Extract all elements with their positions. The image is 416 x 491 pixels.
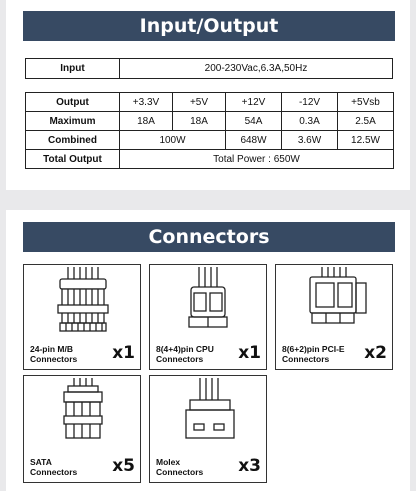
connector-name: Molex Connectors xyxy=(156,457,204,477)
connector-qty: x5 xyxy=(112,456,135,476)
connector-name: SATA Connectors xyxy=(30,457,78,477)
connector-name: 8(6+2)pin PCI-E Connectors xyxy=(282,344,345,364)
input-value: 200-230Vac,6.3A,50Hz xyxy=(120,59,393,79)
table-cell: 100W xyxy=(120,131,226,150)
sata-icon xyxy=(24,376,142,448)
connector-name: 24-pin M/B Connectors xyxy=(30,344,78,364)
connector-qty: x1 xyxy=(238,343,261,363)
table-row xyxy=(26,59,393,79)
io-panel xyxy=(6,0,410,190)
row-label-combined: Combined xyxy=(26,131,120,150)
header-cell: +3.3V xyxy=(120,93,173,112)
table-cell: 18A xyxy=(173,112,226,131)
row-label-total: Total Output xyxy=(26,150,120,169)
atx-24pin-icon xyxy=(24,265,142,335)
connector-qty: x2 xyxy=(364,343,387,363)
cpu-8pin-icon xyxy=(150,265,268,335)
connector-card-24pin xyxy=(23,264,141,370)
pcie-8pin-icon xyxy=(276,265,394,335)
table-cell: 18A xyxy=(120,112,173,131)
table-cell: 648W xyxy=(226,131,282,150)
connectors-title: Connectors xyxy=(23,222,395,252)
header-cell: +5Vsb xyxy=(338,93,394,112)
table-cell: 2.5A xyxy=(338,112,394,131)
header-cell: +12V xyxy=(226,93,282,112)
header-cell: -12V xyxy=(282,93,338,112)
table-cell: 54A xyxy=(226,112,282,131)
row-label-maximum: Maximum xyxy=(26,112,120,131)
table-row xyxy=(26,93,394,112)
table-cell: 0.3A xyxy=(282,112,338,131)
table-row xyxy=(26,112,394,131)
table-row xyxy=(26,150,394,169)
table-row xyxy=(26,131,394,150)
connector-qty: x3 xyxy=(238,456,261,476)
input-label: Input xyxy=(26,59,120,79)
header-output: Output xyxy=(26,93,120,112)
connector-card-sata xyxy=(23,375,141,483)
table-cell: 3.6W xyxy=(282,131,338,150)
io-title: Input/Output xyxy=(23,11,395,41)
input-table xyxy=(25,58,393,79)
connector-card-cpu xyxy=(149,264,267,370)
connector-card-molex xyxy=(149,375,267,483)
connector-qty: x1 xyxy=(112,343,135,363)
molex-icon xyxy=(150,376,268,448)
output-table xyxy=(25,92,394,169)
connector-name: 8(4+4)pin CPU Connectors xyxy=(156,344,214,364)
connectors-panel xyxy=(6,210,410,491)
header-cell: +5V xyxy=(173,93,226,112)
total-power-cell: Total Power : 650W xyxy=(120,150,394,169)
connector-card-pcie xyxy=(275,264,393,370)
table-cell: 12.5W xyxy=(338,131,394,150)
